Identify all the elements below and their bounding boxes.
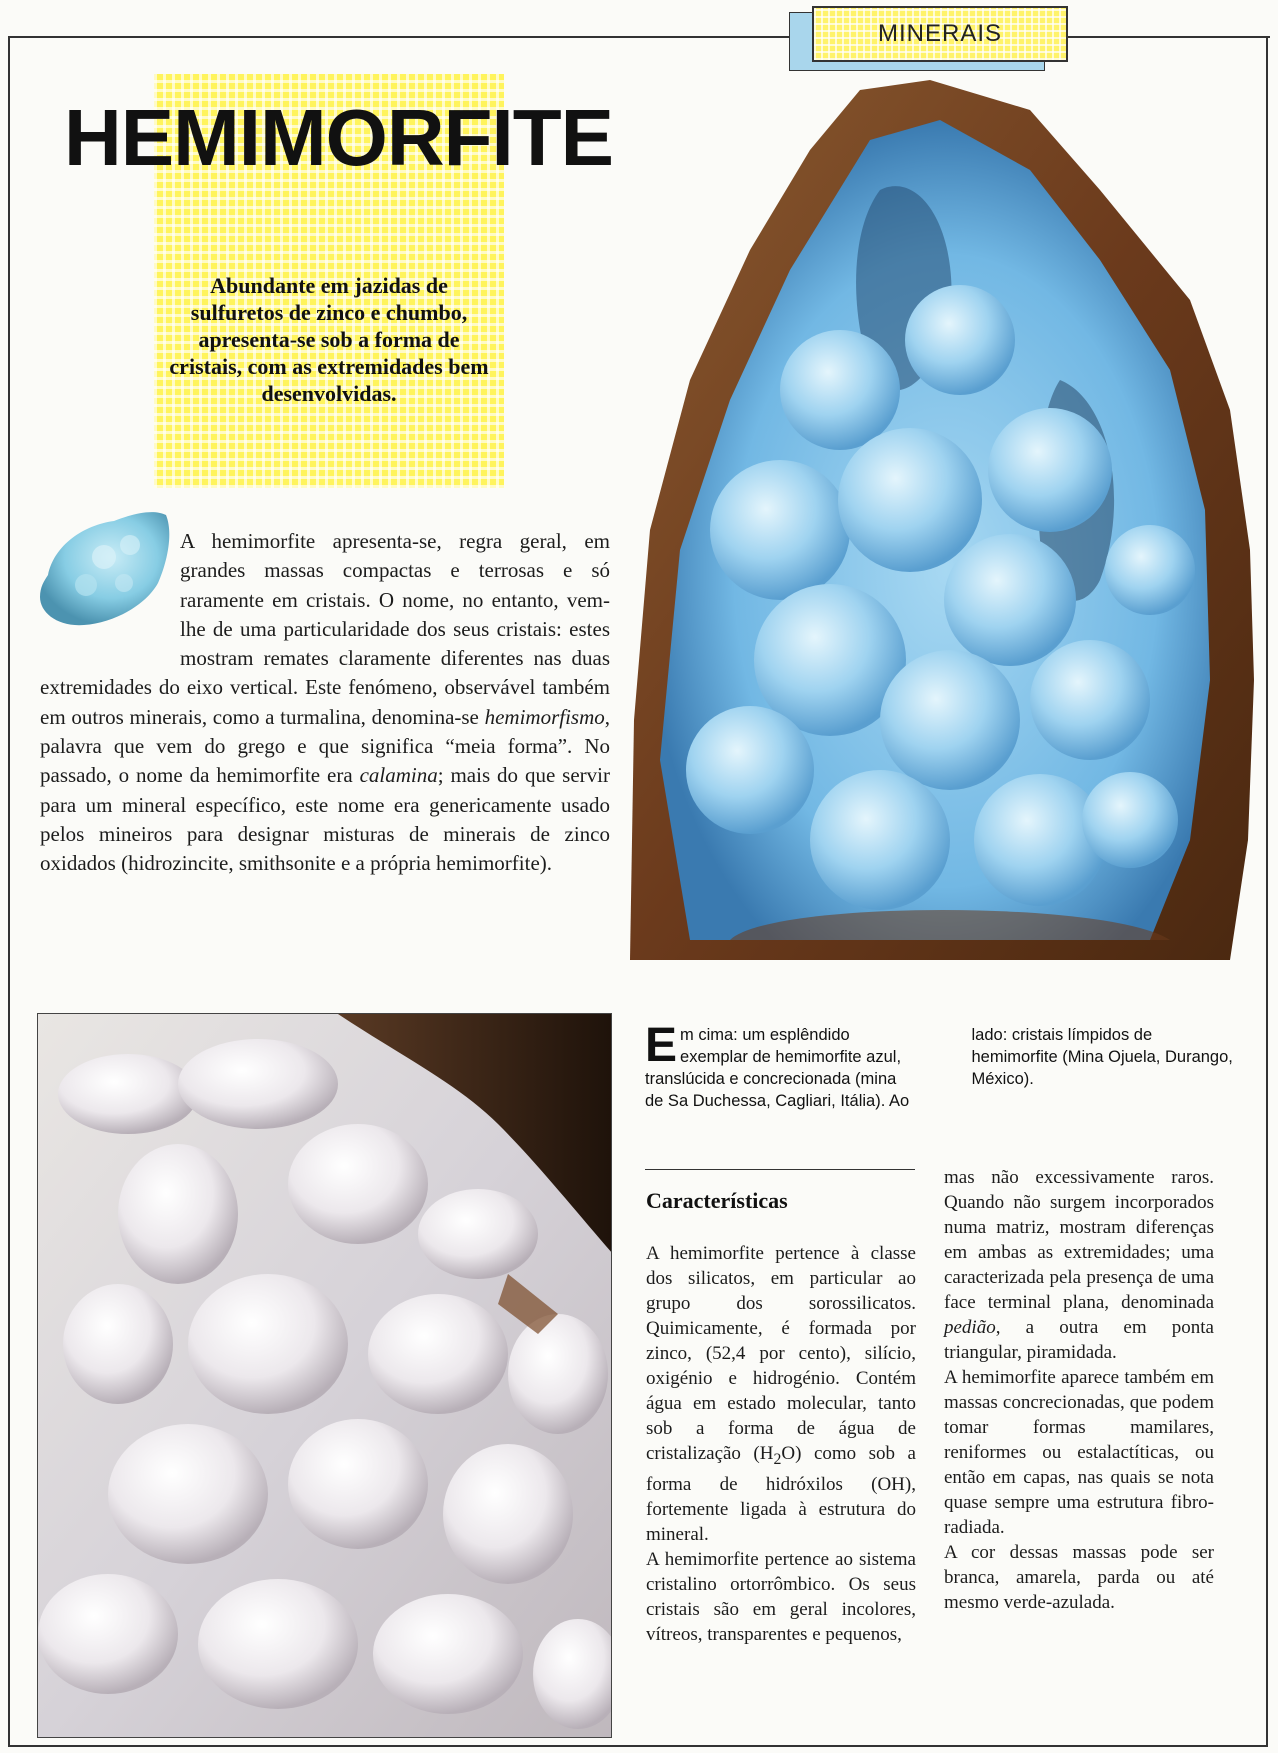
characteristics-paragraph: A hemimorfite aparece também em massas concrecionadas, que podem tomar formas mamilares, reniformes ou estalactíticas, ou então em capas, nas quais se nota quase sempre uma estrutura fibro-radiada.: [944, 1367, 1214, 1538]
photo-caption: [645, 1019, 1240, 1112]
main-specimen-image: [630, 80, 1254, 960]
body-part-1: A hemimorfite apresenta-se, regra geral, em grandes massas compactas e terrosas e só raramente em cristais. O nome, no entanto, vem-lhe de uma particularidade dos seus cristais: estes mostram remates claramente diferentes nas duas extremidades do eixo vertical. Este fenómeno, observável também em outros minerais, como a turmalina, denomina-se: [40, 529, 610, 729]
body-part-3: ; mais do que servir para um mineral específico, este nome era genericamente usado pelos mineiros para designar misturas de minerais de zinco oxidados (hidrozincite, smithsonite e a própria hemimorfite).: [40, 763, 610, 876]
characteristics-column-2: [944, 1165, 1214, 1615]
term-hemimorfismo: hemimorfismo: [484, 704, 605, 729]
page-frame-right: [1266, 36, 1268, 1746]
section-label: MINERAIS: [877, 20, 1002, 47]
section-tab: [812, 6, 1068, 62]
body-text: [40, 527, 610, 879]
characteristics-paragraph: mas não excessivamente raros. Quando não surgem incorporados numa matriz, mostram diferenças em ambas as extremidades; uma caracterizada pela presença de uma face terminal plana, denominada pedião, a outra em ponta triangular, piramidada.: [944, 1167, 1214, 1363]
page-frame-top: [8, 36, 1270, 38]
page-frame-left: [8, 36, 10, 1746]
page-title: HEMIMORFITE: [64, 93, 613, 182]
bottom-specimen-image: [37, 1013, 612, 1738]
characteristics-paragraph: A hemimorfite pertence ao sistema cristalino ortorrômbico. Os seus cristais são em geral incolores, vítreos, transparentes e pequenos,: [646, 1548, 916, 1645]
caption-drop-letter: E: [645, 1019, 678, 1072]
body-part-2: , palavra que vem do grego e que significa “meia forma”. No passado, o nome da hemimorfite era: [40, 704, 610, 788]
intro-text: Abundante em jazidas de sulfuretos de zinco e chumbo, apresenta-se sob a forma de cristais, com as extremidades bem desenvolvidas.: [169, 273, 489, 406]
term-pediao: pedião: [944, 1317, 996, 1338]
section-divider: [645, 1169, 915, 1170]
characteristics-heading: Características: [646, 1188, 788, 1213]
characteristics-paragraph: A hemimorfite pertence à classe dos silicatos, em particular ao grupo dos sorossilicatos. Quimicamente, é formada por zinco, (52,4 por cento), silício, oxigénio e hidrogénio. Contém água em estado molecular, tanto sob a forma de água de cristalização $(H_2O)$ como sob a forma de hidróxilos (OH), fortemente ligada à estrutura do mineral.: [646, 1243, 916, 1545]
page-frame-bottom: [8, 1745, 1268, 1747]
term-calamina: calamina: [359, 763, 438, 788]
characteristics-column-1: [646, 1241, 916, 1647]
characteristics-paragraph: A cor dessas massas pode ser branca, amarela, parda ou até mesmo verde-azulada.: [944, 1542, 1214, 1613]
caption-text: m cima: um esplêndido exemplar de hemimorfite azul, translúcida e concrecionada (mina de Sa Duchessa, Cagliari, Itália). Ao lado: cristais límpidos de hemimorfite (Mina Ojuela, Durango, México).: [645, 1026, 1233, 1110]
